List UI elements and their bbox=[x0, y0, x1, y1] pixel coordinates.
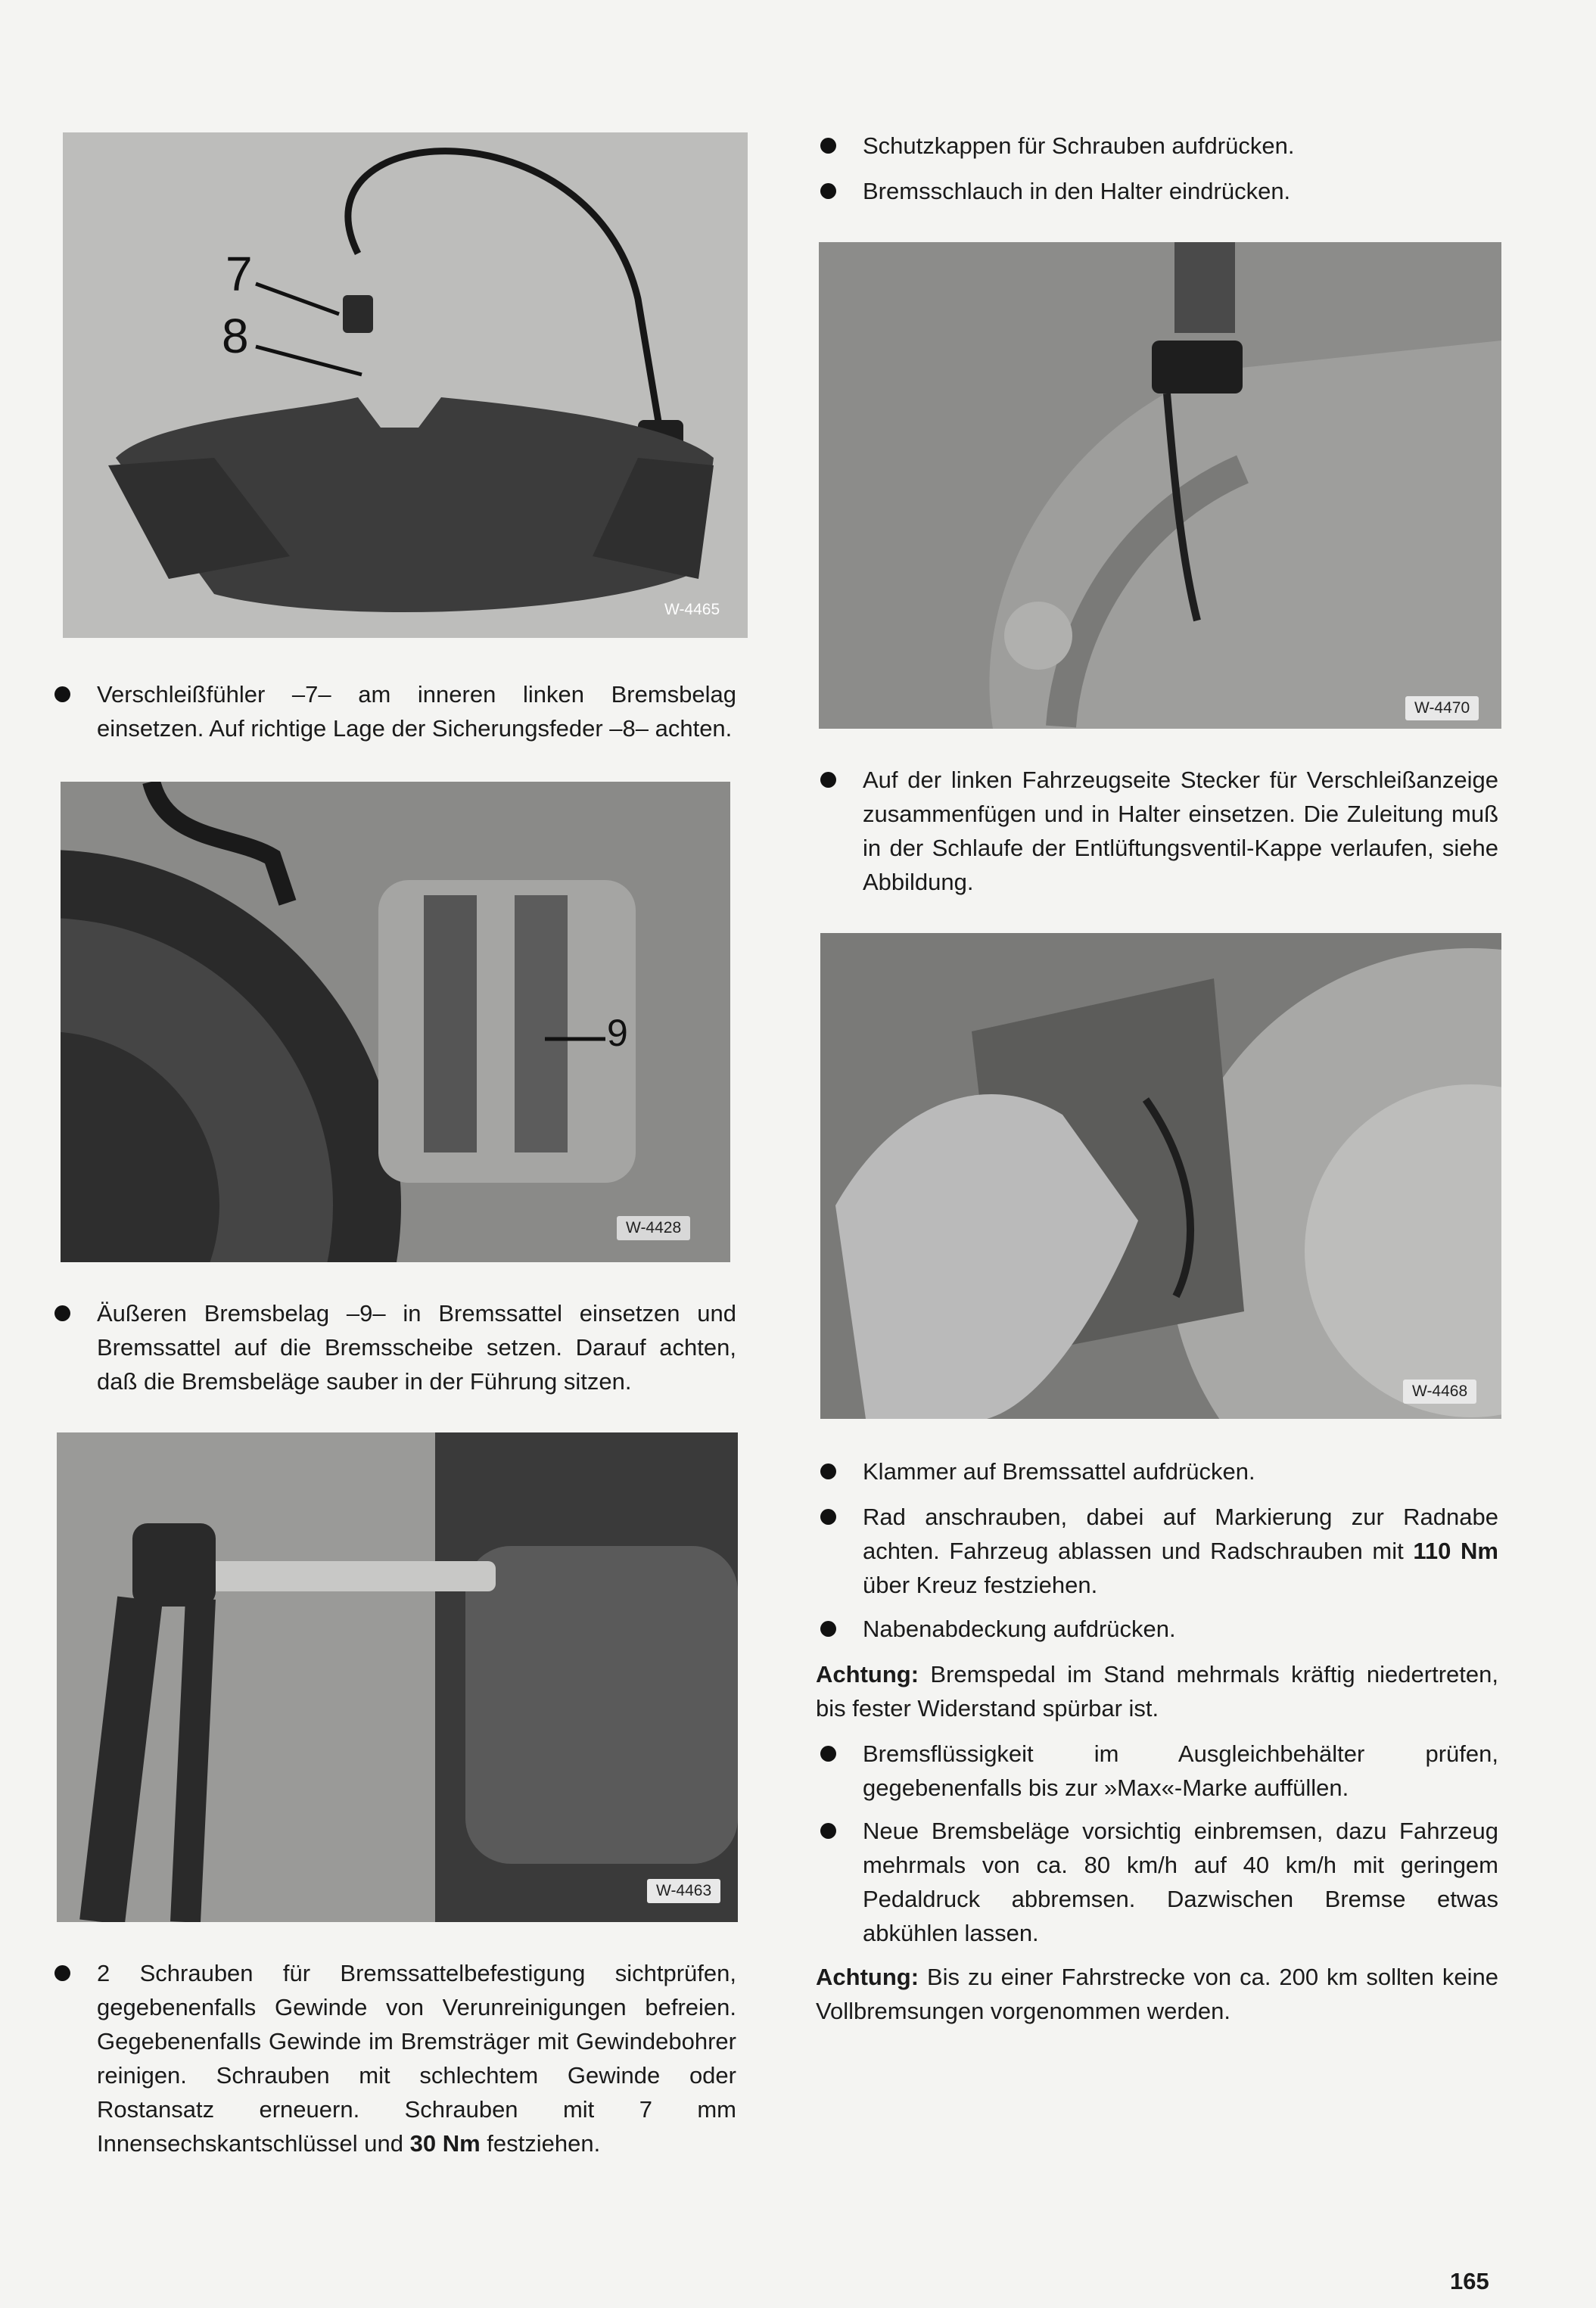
caliper-plug-illustration bbox=[819, 242, 1501, 729]
instruction-text: Bremsflüssigkeit im Ausgleichbehälter prüfen, gegebenenfalls bis zur »Max«-Marke auffüllen. bbox=[863, 1740, 1498, 1801]
photo-caliper-clamp bbox=[820, 933, 1501, 1419]
photo-caliper-screws bbox=[57, 1432, 738, 1922]
page-number: 165 bbox=[1450, 2268, 1489, 2294]
warning-note bbox=[816, 1657, 1498, 1725]
instruction-text: Klammer auf Bremssattel aufdrücken. bbox=[863, 1458, 1255, 1485]
caliper-clamp-illustration bbox=[820, 933, 1501, 1419]
list-item bbox=[863, 763, 1498, 899]
wrench-illustration bbox=[57, 1432, 738, 1922]
bullet-icon bbox=[54, 1305, 70, 1321]
list-item bbox=[863, 1500, 1498, 1602]
bullet-icon bbox=[54, 686, 70, 702]
instruction-text: Nabenabdeckung aufdrücken. bbox=[863, 1616, 1176, 1642]
instruction-text: Bremsschlauch in den Halter eindrücken. bbox=[863, 178, 1291, 204]
warning-label: Achtung: bbox=[816, 1661, 919, 1687]
torque-value: 110 Nm bbox=[1413, 1538, 1498, 1564]
bullet-icon bbox=[820, 1509, 836, 1525]
instruction-text: Schutzkappen für Schrauben aufdrücken. bbox=[863, 132, 1295, 159]
list-item bbox=[97, 677, 736, 745]
callout-leader-line bbox=[61, 782, 730, 1262]
bullet-icon bbox=[820, 138, 836, 154]
instruction-text: Äußeren Bremsbelag –9– in Bremssattel einsetzen und Bremssattel auf die Bremsscheibe setzen. Darauf achten, daß die Bremsbeläge sauber in der Führung sitzen. bbox=[97, 1300, 736, 1395]
list-item bbox=[863, 1612, 1498, 1646]
callout-8: 8 bbox=[222, 309, 249, 363]
list-item bbox=[863, 1814, 1498, 1950]
warning-note bbox=[816, 1960, 1498, 2028]
bullet-icon bbox=[820, 1823, 836, 1839]
callout-9: 9 bbox=[607, 1012, 628, 1054]
instruction-text: Auf der linken Fahrzeugseite Stecker für Verschleißanzeige zusammenfügen und in Halter einsetzen. Die Zuleitung muß in der Schlaufe der Entlüftungsventil-Kappe verlaufen, siehe Abbildung. bbox=[863, 767, 1498, 895]
bullet-icon bbox=[820, 1746, 836, 1762]
figure-id: W-4463 bbox=[647, 1879, 720, 1903]
warning-text: Bis zu einer Fahrstrecke von ca. 200 km sollten keine Vollbremsungen vorgenommen werden. bbox=[816, 1964, 1498, 2024]
instruction-text-end: festziehen. bbox=[487, 2130, 601, 2157]
bullet-icon bbox=[54, 1965, 70, 1981]
instruction-text: Rad anschrauben, dabei auf Markierung zur Radnabe achten. Fahrzeug ablassen und Radschrauben mit bbox=[863, 1504, 1498, 1564]
list-item bbox=[97, 1296, 736, 1398]
photo-wear-indicator-plug bbox=[819, 242, 1501, 729]
callout-7: 7 bbox=[226, 247, 253, 301]
photo-outer-brake-pad bbox=[61, 782, 730, 1262]
instruction-text: 2 Schrauben für Bremssattelbefestigung sichtprüfen, gegebenenfalls Gewinde von Verunreinigungen befreien. Gegebenenfalls Gewinde im Bremsträger mit Gewindebohrer reinigen. Schrauben mit schlechtem Gewinde oder Rostansatz erneuern. Schrauben mit 7 mm Innensechskantschlüssel und bbox=[97, 1960, 736, 2157]
callout-leader-lines bbox=[63, 132, 748, 638]
bullet-icon bbox=[820, 1463, 836, 1479]
instruction-text-end: über Kreuz festziehen. bbox=[863, 1572, 1098, 1598]
instruction-text: Neue Bremsbeläge vorsichtig einbremsen, dazu Fahrzeug mehrmals von ca. 80 km/h auf 40 km/h mit geringem Pedaldruck abbremsen. Dazwischen Bremse etwas abkühlen lassen. bbox=[863, 1818, 1498, 1946]
list-item bbox=[863, 174, 1498, 208]
warning-text: Bremspedal im Stand mehrmals kräftig niedertreten, bis fester Widerstand spürbar ist. bbox=[816, 1661, 1498, 1722]
list-item bbox=[863, 1454, 1498, 1488]
figure-id: W-4428 bbox=[617, 1216, 690, 1240]
instruction-text: Verschleißfühler –7– am inneren linken Bremsbelag einsetzen. Auf richtige Lage der Sicherungsfeder –8– achten. bbox=[97, 681, 736, 742]
figure-id: W-4468 bbox=[1403, 1380, 1476, 1404]
bullet-icon bbox=[820, 772, 836, 788]
bullet-icon bbox=[820, 183, 836, 199]
figure-id: W-4465 bbox=[664, 601, 720, 618]
list-item bbox=[863, 129, 1498, 163]
warning-label: Achtung: bbox=[816, 1964, 919, 1990]
list-item bbox=[863, 1737, 1498, 1805]
photo-brake-pad-wear-sensor bbox=[63, 132, 748, 638]
bullet-icon bbox=[820, 1621, 836, 1637]
figure-id: W-4470 bbox=[1405, 696, 1479, 720]
list-item bbox=[97, 1956, 736, 2160]
torque-value: 30 Nm bbox=[409, 2130, 481, 2157]
